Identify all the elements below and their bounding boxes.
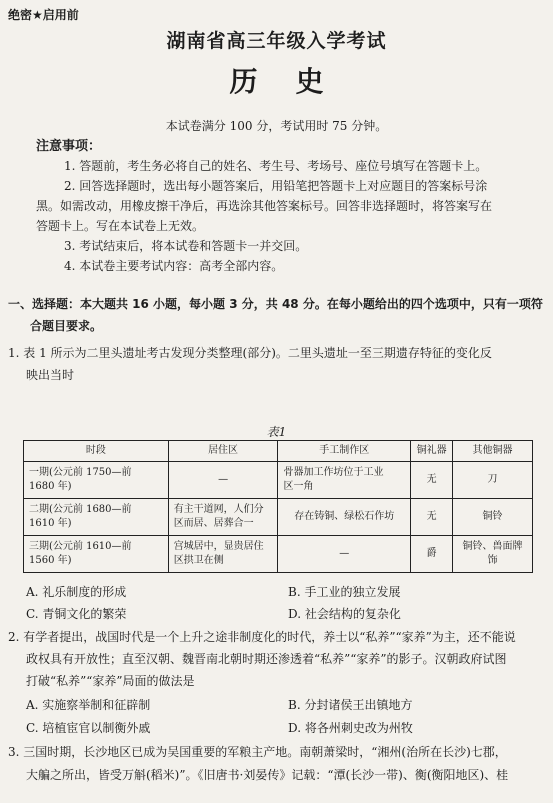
table-cell: 有主干道网，人们分 区而居、居葬合一 [168,499,278,536]
note-line: 3. 考试结束后，将本试卷和答题卡一并交回。 [64,239,308,253]
section-heading: 合题目要求。 [30,319,103,333]
table-cell: 宫城居中，显贵居住 区拱卫在侧 [168,536,278,573]
question-1-stem: 映出当时 [26,368,75,382]
confidential-mark: 绝密★启用前 [8,8,79,22]
note-line: 答题卡上。写在本试卷上无效。 [36,219,205,233]
note-line: 黑。如需改动，用橡皮擦干净后，再选涂其他答案标号。回答非选择题时，将答案写在 [36,199,493,213]
note-line: 1. 答题前，考生务必将自己的姓名、考生号、考场号、座位号填写在答题卡上。 [64,159,488,173]
table-cell: — [168,462,278,499]
question-1-stem: 1. 表 1 所示为二里头遗址考古发现分类整理(部分)。二里头遗址一至三期遗存特征的变化反 [8,346,492,360]
option-b: B. 分封诸侯王出镇地方 [288,698,413,712]
table-header-cell: 铜礼器 [411,441,453,462]
section-heading: 一、选择题：本大题共 16 小题，每小题 3 分，共 48 分。在每小题给出的四个选项中，只有一项符 [8,297,543,311]
subject-title: 历史 [229,65,362,98]
option-d: D. 将各州刺史改为州牧 [288,721,413,735]
notes-heading: 注意事项： [36,139,102,154]
exam-info: 本试卷满分 100 分，考试用时 75 分钟。 [165,119,388,133]
question-3-stem: 3. 三国时期，长沙地区已成为吴国重要的军粮主产地。南朝萧梁时，“湘州(治所在长沙)七郡， [8,745,507,759]
table-cell: 存在铸铜、绿松石作坊 [278,499,411,536]
table-header-cell: 时段 [24,441,169,462]
table-cell: 铜铃 [453,499,533,536]
table-cell: 无 [411,462,453,499]
table-header-cell: 手工制作区 [278,441,411,462]
option-c: C. 青铜文化的繁荣 [26,607,127,621]
table-row [24,462,533,499]
exam-title: 湖南省高三年级入学考试 [166,30,387,52]
note-line: 4. 本试卷主要考试内容：高考全部内容。 [64,259,284,273]
option-d: D. 社会结构的复杂化 [288,607,401,621]
option-c: C. 培植宦官以制衡外戚 [26,721,151,735]
option-b: B. 手工业的独立发展 [288,585,401,599]
question-3-stem: 大艑之所出，皆受万斛(稻米)”。《旧唐书·刘晏传》记载：“潭(长沙一带)、衡(衡阳地区)、桂 [26,768,509,782]
note-line: 2. 回答选择题时，选出每小题答案后，用铅笔把答题卡上对应题目的答案标号涂 [64,179,488,193]
question-2-stem: 政权具有开放性；直至汉朝、魏晋南北朝时期还渗透着“私养”“家养”的影子。汉朝政府试图 [26,652,507,666]
table-cell: 爵 [411,536,453,573]
table-cell: 二期(公元前 1680—前 1610 年) [24,499,169,536]
table-cell: 刀 [453,462,533,499]
table-cell: — [278,536,411,573]
table-header-cell: 其他铜器 [453,441,533,462]
table-cell: 骨器加工作坊位于工业 区一角 [278,462,411,499]
table-header-cell: 居住区 [168,441,278,462]
table-row [24,499,533,536]
table-caption: 表1 [266,425,287,439]
question-2-stem: 打破“私养”“家养”局面的做法是 [26,674,195,688]
archaeology-table [23,440,533,573]
option-a: A. 礼乐制度的形成 [26,585,127,599]
question-2-stem: 2. 有学者提出，战国时代是一个上升之途非制度化的时代，养士以“私养”“家养”为主，还不能说 [8,630,516,644]
table-cell: 一期(公元前 1750—前 1680 年) [24,462,169,499]
table-cell: 铜铃、兽面牌饰 [453,536,533,573]
table-cell: 无 [411,499,453,536]
table-row [24,536,533,573]
table-cell: 三期(公元前 1610—前 1560 年) [24,536,169,573]
option-a: A. 实施察举制和征辟制 [26,698,151,712]
table-header-row [24,441,533,462]
